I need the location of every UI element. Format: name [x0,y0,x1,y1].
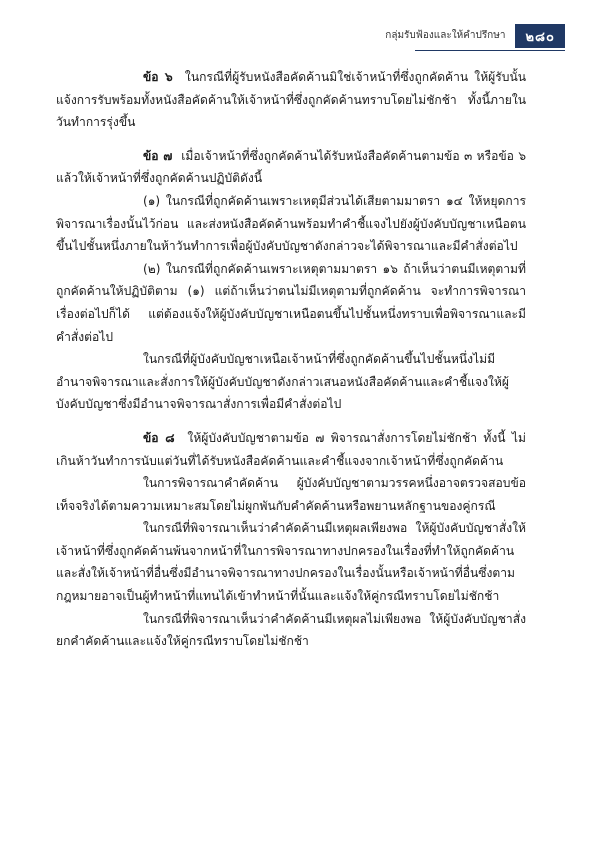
paragraph-text: ให้ผู้บังคับบัญชาตามข้อ ๗ พิจารณาสั่งการโดยไม่ชักช้า ทั้งนี้ ไม่เกินห้าวันทำการนับแต่วันที่ได้รับหนังสือคัดค้านและคำชี้แจงจากเจ้าหน้าที่ซึ่งถูกคัดค้าน [56,430,526,468]
section-title: กลุ่มรับฟ้องและให้คำปรึกษา [385,30,506,41]
document-body [56,66,526,653]
article-8-paragraph [56,427,526,472]
article-6-paragraph [56,66,526,134]
page-header [385,24,565,48]
article-8-paragraph-3 [56,517,526,607]
paragraph-text: (๒) ในกรณีที่ถูกคัดค้านเพราะเหตุตามมาตรา ๑๖ ถ้าเห็นว่าตนมีเหตุตามที่ถูกคัดค้านให้ปฏิบัติตาม (๑) แต่ถ้าเห็นว่าตนไม่มีเหตุตามที่ถูกคัดค้าน จะทำการพิจารณาเรื่องต่อไปก็ได้ แต่ต้องแจ้งให้ผู้บังคับบัญชาเหนือตนขึ้นไปชั้นหนึ่งทราบเพื่อพิจารณาและมีคำสั่งต่อไป [56,261,526,344]
paragraph-text: เมื่อเจ้าหน้าที่ซึ่งถูกคัดค้านได้รับหนังสือคัดค้านตามข้อ ๓ หรือข้อ ๖ แล้วให้เจ้าหน้าที่ซึ่งถูกคัดค้านปฏิบัติดังนี้ [56,148,526,186]
article-7-paragraph [56,145,526,190]
article-label: ข้อ ๖ [143,70,173,84]
page-number-badge: ๒๘๐ [515,24,565,48]
paragraph-text: (๑) ในกรณีที่ถูกคัดค้านเพราะเหตุมีส่วนได้เสียตามมาตรา ๑๔ ให้หยุดการพิจารณาเรื่องนั้นไว้ก่อน และส่งหนังสือคัดค้านพร้อมทำคำชี้แจงไปยังผู้บังคับบัญชาเหนือตนขึ้นไปชั้นหนึ่งภายในห้าวันทำการเพื่อผู้บังคับบัญชาดังกล่าวจะได้พิจารณาและมีคำสั่งต่อไป [56,193,526,254]
article-8-paragraph-2 [56,472,526,517]
paragraph-text: ในกรณีที่ผู้รับหนังสือคัดค้านมิใช่เจ้าหน้าที่ซึ่งถูกคัดค้าน ให้ผู้รับนั้นแจ้งการรับพร้อมทั้งหนังสือคัดค้านให้เจ้าหน้าที่ซึ่งถูกคัดค้านทราบโดยไม่ชักช้า ทั้งนี้ภายในวันทำการรุ่งขึ้น [56,70,526,130]
article-label: ข้อ ๘ [143,430,175,445]
article-7-clause-2 [56,258,526,348]
paragraph-text: ในการพิจารณาคำคัดค้าน ผู้บังคับบัญชาตามวรรคหนึ่งอาจตรวจสอบข้อเท็จจริงได้ตามความเหมาะสมโดยไม่ผูกพันกับคำคัดค้านหรือพยานหลักฐานของคู่กรณี [56,476,526,513]
paragraph-text: ในกรณีที่พิจารณาเห็นว่าคำคัดค้านมีเหตุผลเพียงพอ ให้ผู้บังคับบัญชาสั่งให้เจ้าหน้าที่ซึ่งถูกคัดค้านพ้นจากหน้าที่ในการพิจารณาทางปกครองในเรื่องที่ทำให้ถูกคัดค้าน และสั่งให้เจ้าหน้าที่อื่นซึ่งมีอำนาจพิจารณาทางปกครองในเรื่องนั้นหรือเจ้าหน้าที่อื่นซึ่งตามกฎหมายอาจเป็นผู้ทำหน้าที่แทนได้เข้าทำหน้าที่นั้นและแจ้งให้คู่กรณีทราบโดยไม่ชักช้า [56,521,526,604]
article-7-clause-1 [56,190,526,258]
paragraph-text: ในกรณีที่พิจารณาเห็นว่าคำคัดค้านมีเหตุผลไม่เพียงพอ ให้ผู้บังคับบัญชาสั่งยกคำคัดค้านและแจ้งให้คู่กรณีทราบโดยไม่ชักช้า [56,611,526,649]
article-label: ข้อ ๗ [143,148,173,163]
paragraph-text: ในกรณีที่ผู้บังคับบัญชาเหนือเจ้าหน้าที่ซึ่งถูกคัดค้านขึ้นไปชั้นหนึ่งไม่มีอำนาจพิจารณาและสั่งการให้ผู้บังคับบัญชาดังกล่าวเสนอหนังสือคัดค้านและคำชี้แจงให้ผู้บังคับบัญชาซึ่งมีอำนาจพิจารณาสั่งการเพื่อมีคำสั่งต่อไป [56,352,509,412]
header-divider [415,50,565,51]
article-7-paragraph-2 [56,348,526,416]
article-8-paragraph-4 [56,608,526,653]
